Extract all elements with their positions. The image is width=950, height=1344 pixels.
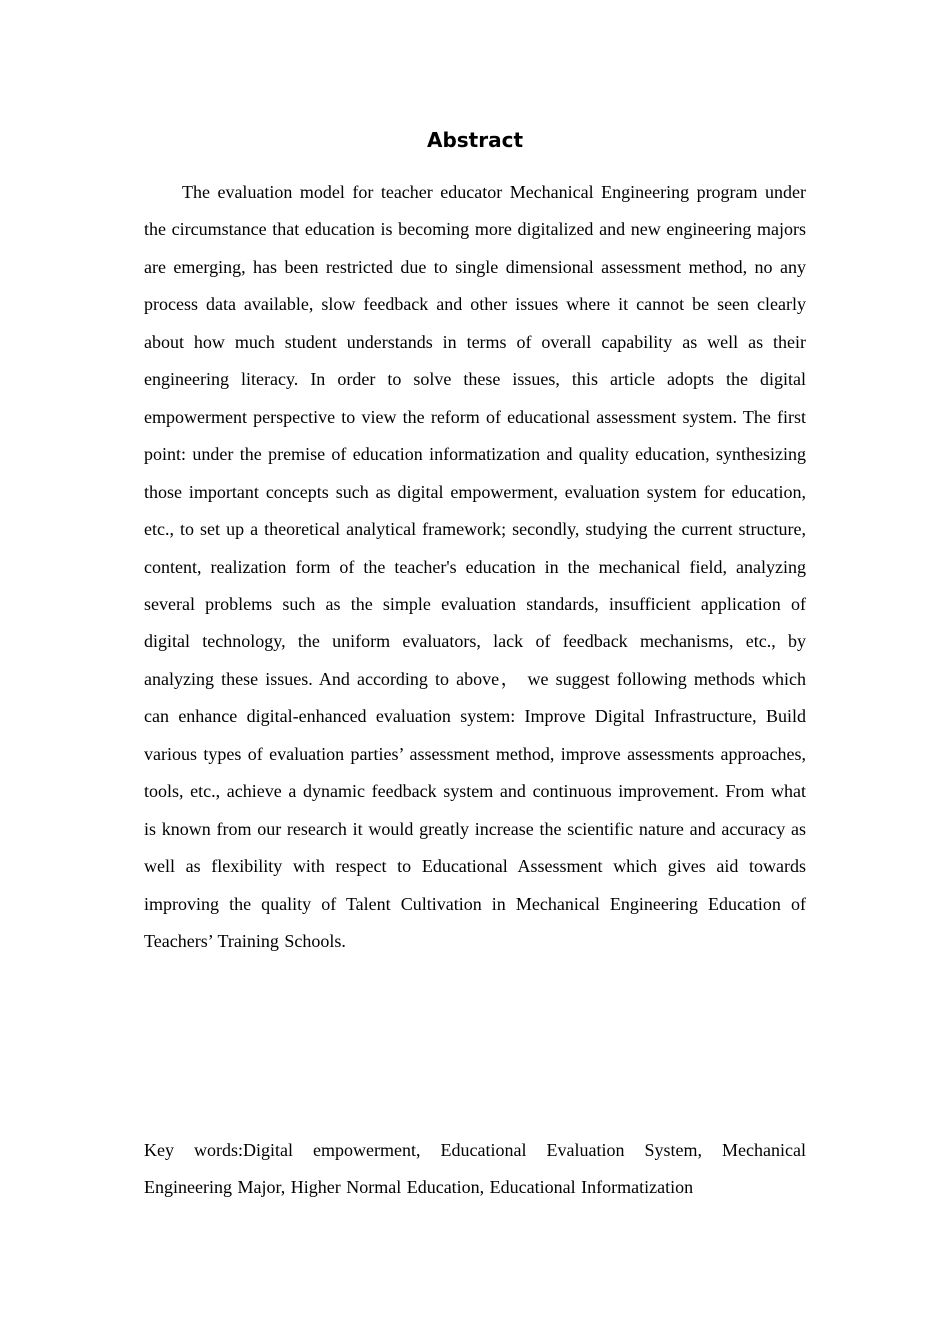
abstract-body: The evaluation model for teacher educator Mechanical Engineering program under the circumstance that education is becoming more digitalized and new engineering majors are emerging, has been restricted due to single dimensional assessment method, no any process data available, slow feedback and other issues where it cannot be seen clearly about how much student understands in terms of overall capability as well as their engineering literacy. In order to solve these issues, this article adopts the digital empowerment perspective to view the reform of educational assessment system. The first point: under the premise of education informatization and quality education, synthesizing those important concepts such as digital empowerment, evaluation system for education, etc., to set up a theoretical analytical framework; secondly, studying the current structure, content, realization form of the teacher's education in the mechanical field, analyzing several problems such as the simple evaluation standards, insufficient application of digital technology, the uniform evaluators, lack of feedback mechanisms, etc., by analyzing these issues. And according to above， we suggest following methods which can enhance digital-enhanced evaluation system: Improve Digital Infrastructure, Build various types of evaluation parties’ assessment method, improve assessments approaches, tools, etc., achieve a dynamic feedback system and continuous improvement. From what is known from our research it would greatly increase the scientific nature and accuracy as well as flexibility with respect to Educational Assessment which gives aid towards improving the quality of Talent Cultivation in Mechanical Engineering Education of Teachers’ Training Schools. bbox=[144, 182, 806, 952]
keywords-line: Key words:Digital empowerment, Educational Evaluation System, Mechanical Engineering Major, Higher Normal Education, Educational Informatization bbox=[144, 1140, 806, 1198]
abstract-title: Abstract bbox=[426, 128, 524, 152]
